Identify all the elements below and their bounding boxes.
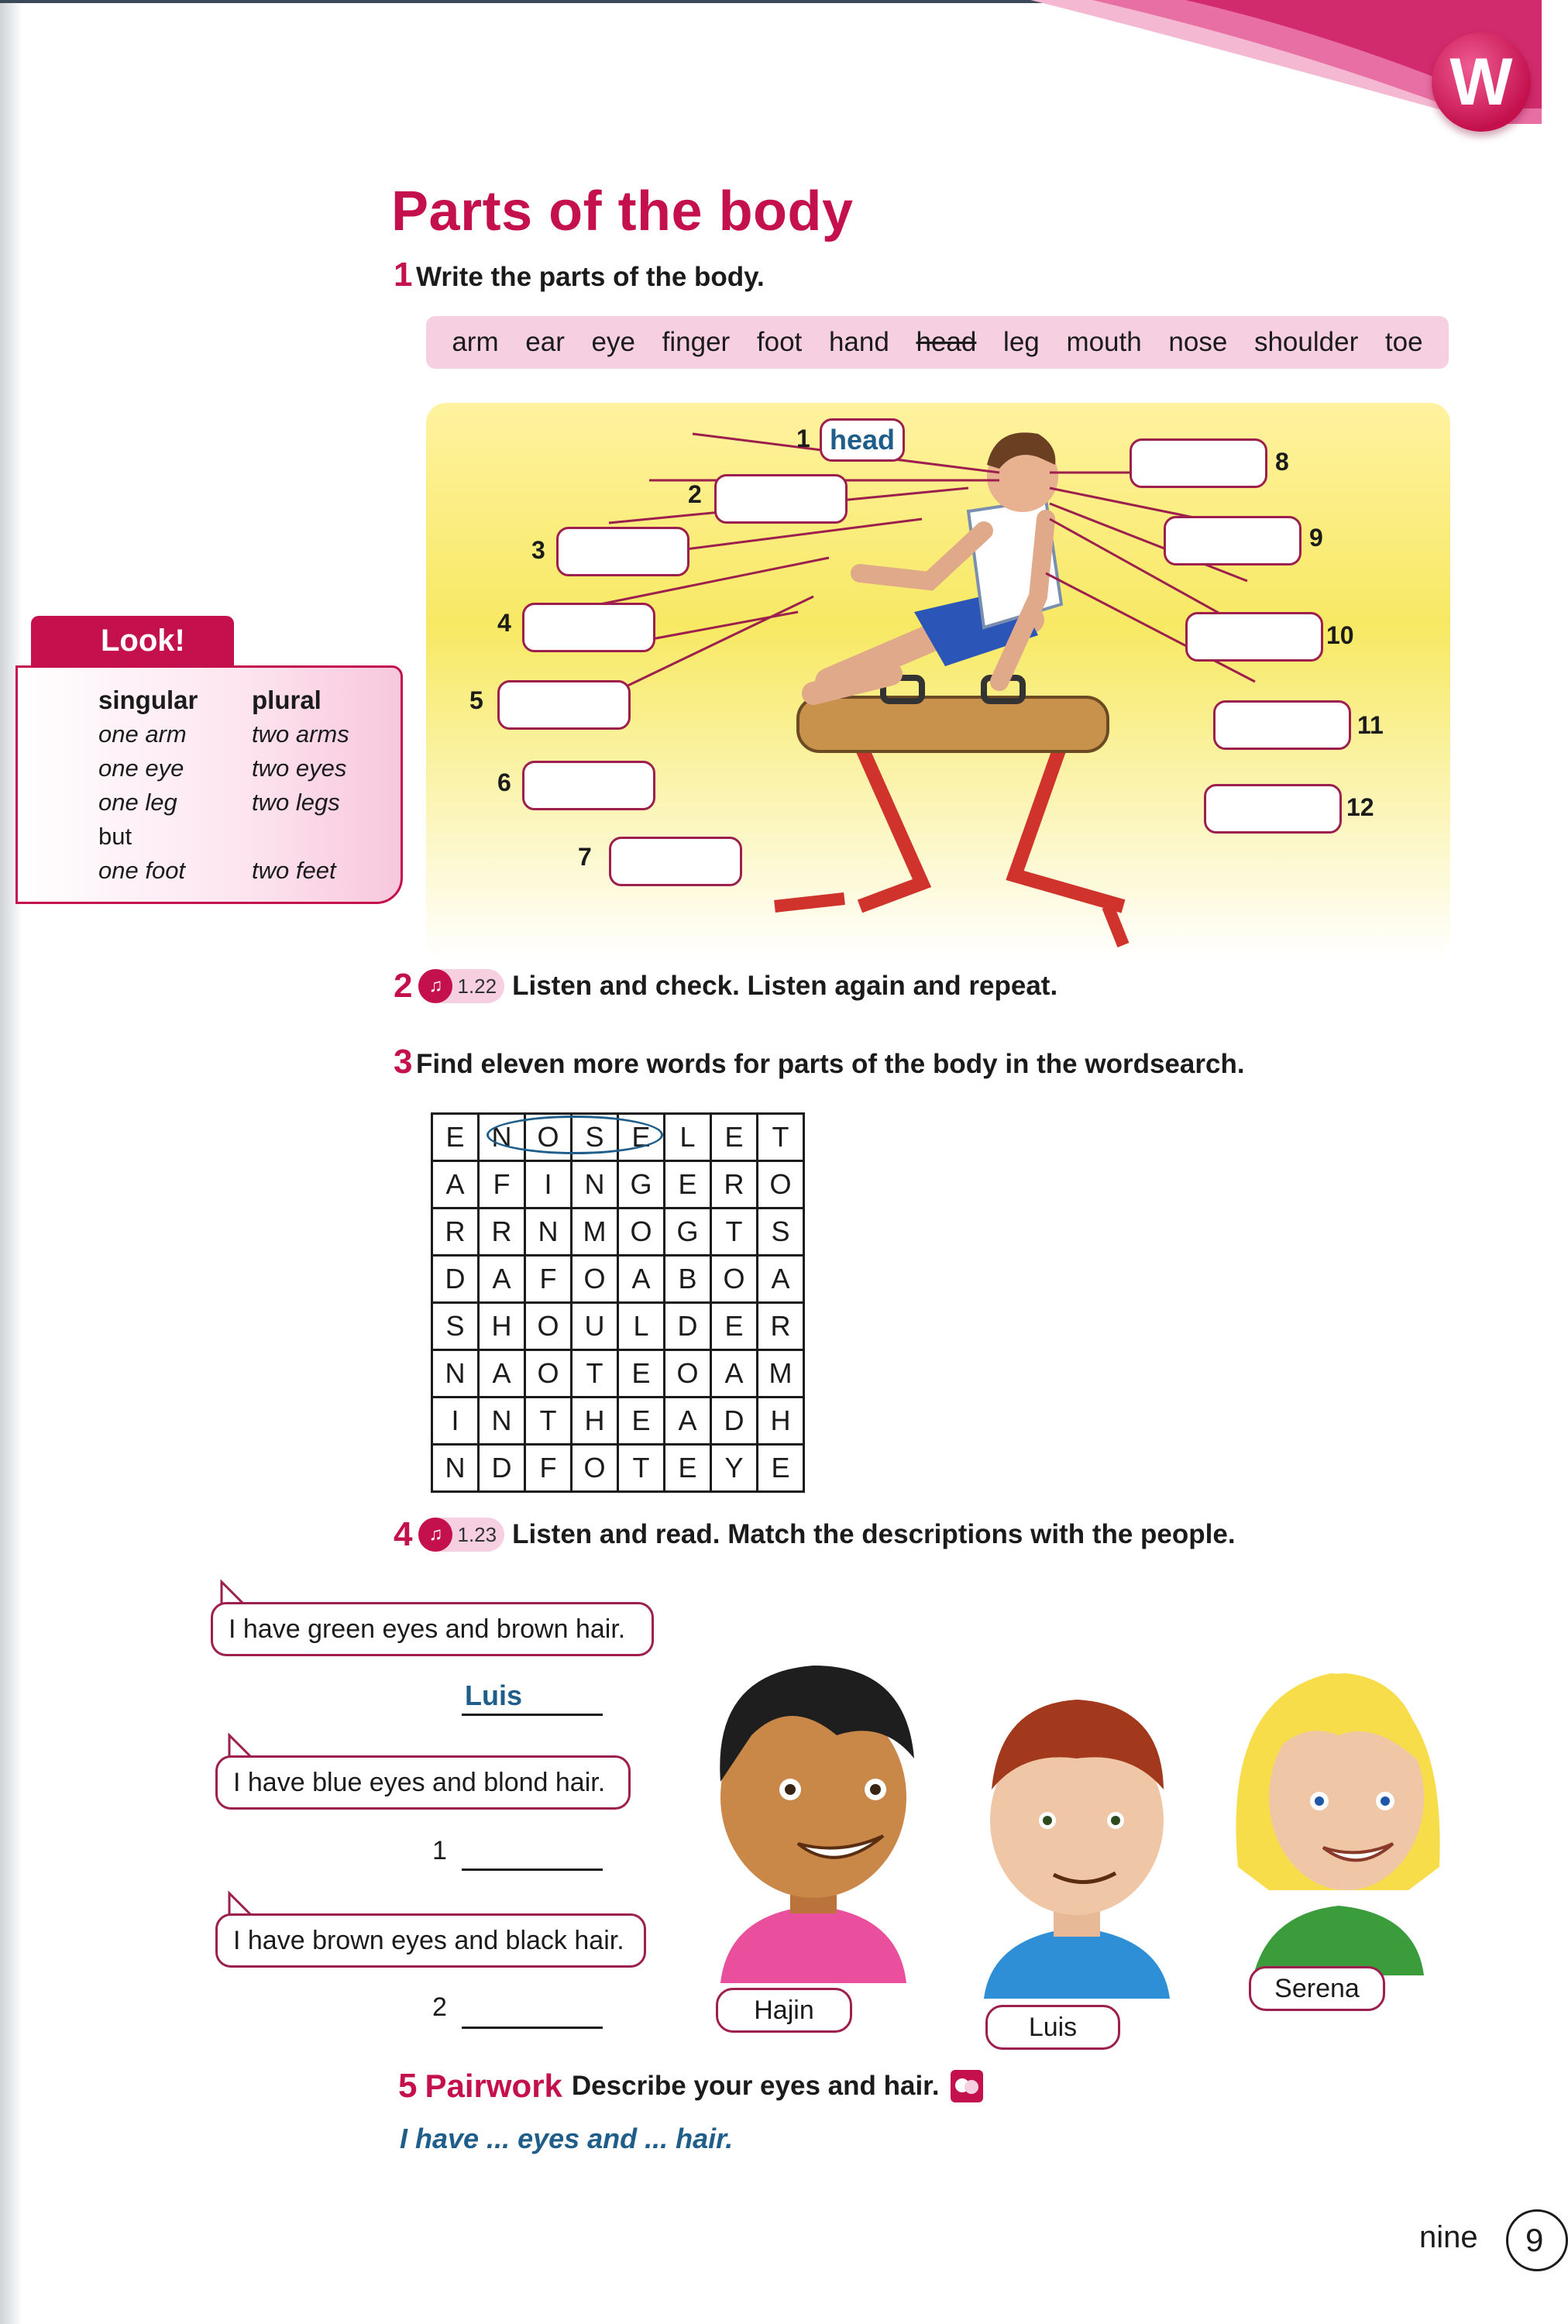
wordsearch-cell[interactable]: O xyxy=(525,1350,572,1397)
label-box-7[interactable] xyxy=(609,837,742,886)
wordsearch-cell[interactable]: T xyxy=(572,1350,618,1397)
wordsearch-cell[interactable]: D xyxy=(711,1397,758,1445)
wordsearch-cell[interactable]: N xyxy=(572,1161,618,1208)
wordsearch-row xyxy=(432,1397,804,1445)
look-singular-item: one eye xyxy=(98,755,184,782)
word-item: leg xyxy=(1003,327,1040,357)
wordsearch-cell[interactable]: F xyxy=(525,1256,572,1303)
look-plural-item: two arms xyxy=(252,720,349,748)
look-plural-item: two feet xyxy=(252,857,336,884)
look-plural-column xyxy=(252,683,349,888)
speaker-icon: ♫ xyxy=(418,1518,452,1552)
wordsearch-cell[interactable]: O xyxy=(758,1161,804,1208)
pairwork-label: Pairwork xyxy=(425,2068,562,2104)
ex1-heading xyxy=(394,256,765,294)
wordsearch-cell[interactable]: I xyxy=(525,1161,572,1208)
ex5-instruction: Describe your eyes and hair. xyxy=(571,2071,940,2101)
label-number-3: 3 xyxy=(531,536,545,564)
wordsearch-cell[interactable]: E xyxy=(432,1114,479,1161)
ex5-heading xyxy=(398,2067,983,2106)
portrait-hajin xyxy=(682,1642,937,1983)
wordsearch-cell[interactable]: L xyxy=(665,1114,711,1161)
answer-line-2[interactable] xyxy=(462,1996,603,2029)
wordsearch-cell[interactable]: N xyxy=(432,1445,479,1492)
wordsearch-cell[interactable]: Y xyxy=(711,1445,758,1492)
wordsearch-cell[interactable]: E xyxy=(758,1445,804,1492)
wordsearch-cell[interactable]: F xyxy=(525,1445,572,1492)
wordsearch-cell[interactable]: N xyxy=(479,1114,525,1161)
wordsearch-row xyxy=(432,1350,804,1397)
word-item: finger xyxy=(662,327,731,357)
label-box-3[interactable] xyxy=(556,527,689,576)
label-number-10: 10 xyxy=(1326,621,1354,649)
wordsearch-cell[interactable]: H xyxy=(479,1303,525,1350)
word-item: toe xyxy=(1384,327,1423,357)
gymnast-scene xyxy=(426,403,1450,961)
wordsearch-cell[interactable]: A xyxy=(432,1161,479,1208)
label-box-11[interactable] xyxy=(1213,700,1351,750)
wordsearch-cell[interactable]: A xyxy=(618,1256,665,1303)
look-but-word: but xyxy=(98,823,132,850)
look-plural-item: two legs xyxy=(252,789,340,816)
word-item-crossed: head xyxy=(916,327,977,357)
wordsearch-cell[interactable]: E xyxy=(618,1114,665,1161)
wordsearch-cell[interactable]: M xyxy=(758,1350,804,1397)
label-number-1: 1 xyxy=(796,425,810,452)
wordsearch-cell[interactable]: T xyxy=(618,1445,665,1492)
word-item: eye xyxy=(591,327,635,357)
wordsearch-cell[interactable]: O xyxy=(525,1114,572,1161)
wordsearch-cell[interactable]: M xyxy=(572,1208,618,1256)
word-item: mouth xyxy=(1066,327,1142,357)
description-bubble-1: I have green eyes and brown hair. xyxy=(211,1602,654,1656)
wordsearch-cell[interactable]: T xyxy=(525,1397,572,1445)
word-box xyxy=(426,316,1449,369)
look-plural-spacer xyxy=(252,820,349,854)
ex3-heading xyxy=(394,1043,1245,1081)
wordsearch-row xyxy=(432,1445,804,1492)
wordsearch-cell[interactable]: D xyxy=(432,1256,479,1303)
wordsearch-row xyxy=(432,1161,804,1208)
wordsearch-cell[interactable]: E xyxy=(711,1303,758,1350)
label-box-2[interactable] xyxy=(714,474,848,524)
wordsearch-cell[interactable]: D xyxy=(479,1445,525,1492)
page-word: nine xyxy=(1419,2220,1478,2254)
word-item: nose xyxy=(1168,327,1228,357)
wordsearch-cell[interactable]: R xyxy=(479,1208,525,1256)
unit-badge: W xyxy=(1432,33,1531,132)
portrait-luis xyxy=(961,1681,1193,1999)
ex4-instruction: Listen and read. Match the descriptions with the people. xyxy=(512,1519,1236,1549)
ex2-number: 2 xyxy=(394,967,413,1005)
wordsearch-cell[interactable]: O xyxy=(572,1256,618,1303)
description-bubble-3: I have brown eyes and black hair. xyxy=(215,1913,646,1968)
wordsearch-cell[interactable]: H xyxy=(758,1397,804,1445)
look-tab: Look! xyxy=(31,616,234,665)
wordsearch-cell[interactable]: N xyxy=(432,1350,479,1397)
wordsearch-cell[interactable]: L xyxy=(618,1303,665,1350)
wordsearch-cell[interactable]: A xyxy=(758,1256,804,1303)
audio-track-1-23[interactable] xyxy=(418,1518,504,1552)
label-number-5: 5 xyxy=(469,686,483,714)
answer-luis: Luis xyxy=(465,1679,523,1711)
wordsearch-cell[interactable]: U xyxy=(572,1303,618,1350)
wordsearch-cell[interactable]: S xyxy=(572,1114,618,1161)
look-singular-header: singular xyxy=(98,686,198,714)
label-box-4[interactable] xyxy=(522,603,655,652)
track-number: 1.22 xyxy=(457,974,497,998)
label-number-12: 12 xyxy=(1346,793,1374,821)
ex3-instruction: Find eleven more words for parts of the body in the wordsearch. xyxy=(415,1049,1245,1079)
audio-track-1-22[interactable] xyxy=(418,969,504,1003)
wordsearch-circle-nose xyxy=(487,1116,663,1154)
ex1-number: 1 xyxy=(394,256,413,294)
word-item: shoulder xyxy=(1253,327,1359,357)
wordsearch-cell[interactable]: G xyxy=(618,1161,665,1208)
look-singular-item: one leg xyxy=(98,789,177,816)
look-box xyxy=(15,616,403,910)
wordsearch-cell[interactable]: H xyxy=(572,1397,618,1445)
wordsearch-cell[interactable]: T xyxy=(758,1114,804,1161)
label-number-9: 9 xyxy=(1309,524,1323,552)
wordsearch-cell[interactable]: R xyxy=(432,1208,479,1256)
look-singular-column xyxy=(98,683,198,888)
look-singular-item: one foot xyxy=(98,857,186,884)
name-tag-serena: Serena xyxy=(1249,1966,1385,2011)
page-number: 9 xyxy=(1506,2209,1568,2271)
name-tag-luis: Luis xyxy=(985,2005,1120,2050)
label-box-1[interactable] xyxy=(820,418,905,462)
wordsearch-cell[interactable]: E xyxy=(711,1114,758,1161)
wordsearch-cell[interactable]: S xyxy=(432,1303,479,1350)
wordsearch-cell[interactable]: S xyxy=(758,1208,804,1256)
wordsearch-cell[interactable]: R xyxy=(711,1161,758,1208)
wordsearch-cell[interactable]: D xyxy=(665,1303,711,1350)
wordsearch-cell[interactable]: A xyxy=(479,1350,525,1397)
name-tag-hajin: Hajin xyxy=(716,1988,852,2033)
word-item: hand xyxy=(828,327,889,357)
word-item: foot xyxy=(756,327,803,357)
wordsearch-cell[interactable]: N xyxy=(525,1208,572,1256)
wordsearch-cell[interactable]: O xyxy=(572,1445,618,1492)
wordsearch-cell[interactable]: E xyxy=(665,1445,711,1492)
ex2-heading xyxy=(394,967,1057,1006)
wordsearch-cell[interactable]: N xyxy=(479,1397,525,1445)
wordsearch-cell[interactable]: O xyxy=(525,1303,572,1350)
answer-line-1[interactable] xyxy=(462,1838,603,1871)
wordsearch-cell[interactable]: F xyxy=(479,1161,525,1208)
wordsearch-cell[interactable]: A xyxy=(711,1350,758,1397)
ex2-instruction: Listen and check. Listen again and repeat. xyxy=(512,971,1058,1001)
page-edge-shadow xyxy=(0,0,22,2324)
wordsearch-grid xyxy=(431,1112,805,1493)
word-item: arm xyxy=(452,327,499,357)
track-number: 1.23 xyxy=(457,1522,497,1546)
label-box-5[interactable] xyxy=(497,680,631,730)
wordsearch-cell[interactable]: O xyxy=(618,1208,665,1256)
ex4-number: 4 xyxy=(394,1515,413,1553)
label-number-4: 4 xyxy=(497,609,511,637)
label-number-2: 2 xyxy=(688,480,702,508)
wordsearch-cell[interactable]: O xyxy=(665,1350,711,1397)
look-plural-header: plural xyxy=(252,686,322,714)
label-box-10[interactable] xyxy=(1185,612,1323,662)
wordsearch-cell[interactable]: E xyxy=(618,1397,665,1445)
ex3-number: 3 xyxy=(394,1043,413,1081)
description-bubble-2: I have blue eyes and blond hair. xyxy=(215,1755,631,1810)
ex5-number: 5 xyxy=(398,2067,418,2105)
wordsearch-cell[interactable]: B xyxy=(665,1256,711,1303)
label-number-7: 7 xyxy=(578,843,592,871)
label-box-9[interactable] xyxy=(1164,516,1302,566)
answer-number-1: 1 xyxy=(432,1836,447,1865)
wordsearch-cell[interactable]: E xyxy=(665,1161,711,1208)
wordsearch-cell[interactable]: I xyxy=(432,1397,479,1445)
look-plural-item: two eyes xyxy=(252,755,347,782)
label-answer-1: head xyxy=(829,424,896,456)
label-number-11: 11 xyxy=(1357,711,1384,739)
wordsearch-cell[interactable]: O xyxy=(711,1256,758,1303)
label-box-8[interactable] xyxy=(1130,438,1267,488)
ex1-instruction: Write the parts of the body. xyxy=(415,262,765,292)
word-item: ear xyxy=(525,327,565,357)
wordsearch-cell[interactable]: T xyxy=(711,1208,758,1256)
wordsearch-row xyxy=(432,1303,804,1350)
page-title: Parts of the body xyxy=(391,180,854,242)
wordsearch-cell[interactable]: A xyxy=(665,1397,711,1445)
ex4-heading xyxy=(394,1515,1236,1554)
look-body xyxy=(15,665,403,904)
label-box-6[interactable] xyxy=(522,761,655,810)
look-singular-item: one arm xyxy=(98,720,187,748)
answer-line-0[interactable] xyxy=(462,1679,603,1716)
answer-number-2: 2 xyxy=(432,1992,447,2022)
model-sentence: I have ... eyes and ... hair. xyxy=(400,2123,734,2154)
label-box-12[interactable] xyxy=(1204,784,1342,834)
wordsearch-cell[interactable]: R xyxy=(758,1303,804,1350)
speaker-icon: ♫ xyxy=(418,969,452,1003)
wordsearch-row xyxy=(432,1256,804,1303)
wordsearch-cell[interactable]: A xyxy=(479,1256,525,1303)
portrait-serena xyxy=(1222,1635,1455,1975)
wordsearch-cell[interactable]: E xyxy=(618,1350,665,1397)
label-number-8: 8 xyxy=(1275,448,1289,476)
wordsearch-row xyxy=(432,1208,804,1256)
wordsearch-cell[interactable]: G xyxy=(665,1208,711,1256)
label-number-6: 6 xyxy=(497,768,511,796)
pairwork-faces-icon xyxy=(951,2070,983,2102)
